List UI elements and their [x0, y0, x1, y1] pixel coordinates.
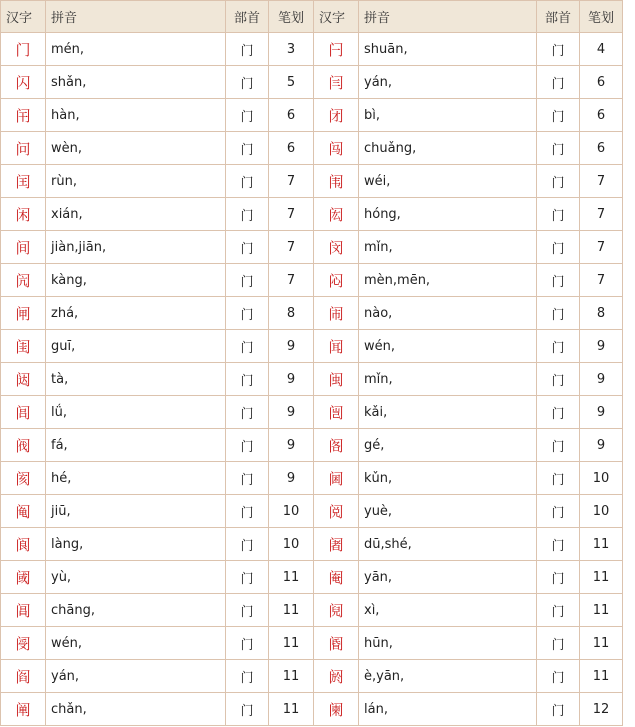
right-char-link[interactable]: 阁 [314, 429, 359, 462]
right-char-link[interactable]: 闵 [314, 231, 359, 264]
left-char-link[interactable]: 问 [1, 132, 46, 165]
table-row [1, 561, 623, 594]
right-char-link[interactable]: 阅 [314, 495, 359, 528]
right-pinyin-cell: kǎi, [359, 396, 537, 429]
right-strokes-cell: 9 [580, 363, 623, 396]
left-radical-cell: 门 [226, 297, 269, 330]
table-row [1, 594, 623, 627]
left-radical-cell: 门 [226, 660, 269, 693]
table-row [1, 495, 623, 528]
left-pinyin-cell: chāng, [46, 594, 226, 627]
left-radical-cell: 门 [226, 561, 269, 594]
right-radical-cell: 门 [537, 594, 580, 627]
right-radical-cell: 门 [537, 33, 580, 66]
left-radical-cell: 门 [226, 693, 269, 726]
right-radical-cell: 门 [537, 660, 580, 693]
right-radical-cell: 门 [537, 297, 580, 330]
right-char-link[interactable]: 阏 [314, 660, 359, 693]
left-char-link[interactable]: 闶 [1, 264, 46, 297]
left-pinyin-cell: jiū, [46, 495, 226, 528]
left-pinyin-cell: yán, [46, 660, 226, 693]
table-row [1, 33, 623, 66]
left-radical-cell: 门 [226, 363, 269, 396]
header-strokes: 笔划 [580, 1, 623, 33]
left-radical-cell: 门 [226, 396, 269, 429]
left-pinyin-cell: xián, [46, 198, 226, 231]
table-row [1, 297, 623, 330]
header-char: 汉字 [1, 1, 46, 33]
left-char-link[interactable]: 闪 [1, 66, 46, 99]
left-strokes-cell: 9 [269, 330, 314, 363]
left-char-link[interactable]: 闲 [1, 198, 46, 231]
left-char-link[interactable]: 阎 [1, 660, 46, 693]
left-strokes-cell: 5 [269, 66, 314, 99]
left-pinyin-cell: wén, [46, 627, 226, 660]
right-pinyin-cell: nào, [359, 297, 537, 330]
right-radical-cell: 门 [537, 462, 580, 495]
left-strokes-cell: 7 [269, 198, 314, 231]
right-radical-cell: 门 [537, 66, 580, 99]
right-radical-cell: 门 [537, 363, 580, 396]
right-char-link[interactable]: 阍 [314, 627, 359, 660]
right-strokes-cell: 11 [580, 660, 623, 693]
table-body [1, 33, 623, 726]
left-strokes-cell: 10 [269, 495, 314, 528]
left-pinyin-cell: làng, [46, 528, 226, 561]
table-row [1, 132, 623, 165]
right-radical-cell: 门 [537, 528, 580, 561]
left-char-link[interactable]: 阄 [1, 495, 46, 528]
left-pinyin-cell: zhá, [46, 297, 226, 330]
right-pinyin-cell: mǐn, [359, 363, 537, 396]
left-strokes-cell: 9 [269, 396, 314, 429]
right-char-link[interactable]: 阇 [314, 528, 359, 561]
right-pinyin-cell: xì, [359, 594, 537, 627]
left-char-link[interactable]: 闺 [1, 330, 46, 363]
right-strokes-cell: 11 [580, 594, 623, 627]
left-pinyin-cell: shǎn, [46, 66, 226, 99]
right-radical-cell: 门 [537, 561, 580, 594]
right-pinyin-cell: chuǎng, [359, 132, 537, 165]
left-radical-cell: 门 [226, 528, 269, 561]
left-char-link[interactable]: 阂 [1, 462, 46, 495]
left-radical-cell: 门 [226, 165, 269, 198]
right-char-link[interactable]: 阑 [314, 693, 359, 726]
table-row [1, 660, 623, 693]
table-row [1, 528, 623, 561]
right-radical-cell: 门 [537, 693, 580, 726]
table-row [1, 99, 623, 132]
left-radical-cell: 门 [226, 231, 269, 264]
left-char-link[interactable]: 阊 [1, 594, 46, 627]
left-char-link[interactable]: 阈 [1, 561, 46, 594]
right-pinyin-cell: gé, [359, 429, 537, 462]
right-pinyin-cell: wéi, [359, 165, 537, 198]
table-row [1, 66, 623, 99]
right-char-link[interactable]: 闱 [314, 165, 359, 198]
left-strokes-cell: 11 [269, 693, 314, 726]
right-pinyin-cell: mèn,mēn, [359, 264, 537, 297]
left-strokes-cell: 7 [269, 264, 314, 297]
left-char-link[interactable]: 阆 [1, 528, 46, 561]
left-pinyin-cell: hàn, [46, 99, 226, 132]
left-strokes-cell: 8 [269, 297, 314, 330]
left-char-link[interactable]: 闾 [1, 396, 46, 429]
table-row [1, 462, 623, 495]
left-pinyin-cell: chǎn, [46, 693, 226, 726]
left-radical-cell: 门 [226, 33, 269, 66]
left-radical-cell: 门 [226, 198, 269, 231]
right-strokes-cell: 7 [580, 198, 623, 231]
left-radical-cell: 门 [226, 99, 269, 132]
right-char-link[interactable]: 阃 [314, 462, 359, 495]
right-char-link[interactable]: 闻 [314, 330, 359, 363]
right-char-link[interactable]: 闽 [314, 363, 359, 396]
left-radical-cell: 门 [226, 462, 269, 495]
left-char-link[interactable]: 阀 [1, 429, 46, 462]
right-radical-cell: 门 [537, 264, 580, 297]
table-header-row [1, 1, 623, 33]
left-radical-cell: 门 [226, 429, 269, 462]
left-char-link[interactable]: 闼 [1, 363, 46, 396]
right-strokes-cell: 6 [580, 132, 623, 165]
table-row [1, 165, 623, 198]
right-strokes-cell: 7 [580, 231, 623, 264]
left-pinyin-cell: lǘ, [46, 396, 226, 429]
left-radical-cell: 门 [226, 264, 269, 297]
right-strokes-cell: 9 [580, 429, 623, 462]
right-char-link[interactable]: 闹 [314, 297, 359, 330]
right-pinyin-cell: hūn, [359, 627, 537, 660]
table-row [1, 693, 623, 726]
right-strokes-cell: 12 [580, 693, 623, 726]
right-radical-cell: 门 [537, 627, 580, 660]
right-radical-cell: 门 [537, 165, 580, 198]
header-char: 汉字 [314, 1, 359, 33]
right-pinyin-cell: wén, [359, 330, 537, 363]
table-row [1, 198, 623, 231]
left-radical-cell: 门 [226, 627, 269, 660]
left-strokes-cell: 9 [269, 429, 314, 462]
left-radical-cell: 门 [226, 132, 269, 165]
left-char-link[interactable]: 阐 [1, 693, 46, 726]
left-radical-cell: 门 [226, 330, 269, 363]
table-row [1, 363, 623, 396]
right-radical-cell: 门 [537, 198, 580, 231]
right-radical-cell: 门 [537, 231, 580, 264]
left-pinyin-cell: hé, [46, 462, 226, 495]
right-strokes-cell: 6 [580, 99, 623, 132]
header-radical: 部首 [537, 1, 580, 33]
right-strokes-cell: 10 [580, 495, 623, 528]
table-row [1, 330, 623, 363]
left-strokes-cell: 7 [269, 165, 314, 198]
right-pinyin-cell: lán, [359, 693, 537, 726]
right-strokes-cell: 10 [580, 462, 623, 495]
left-pinyin-cell: jiàn,jiān, [46, 231, 226, 264]
left-radical-cell: 门 [226, 495, 269, 528]
table-row [1, 396, 623, 429]
left-char-link[interactable]: 门 [1, 33, 46, 66]
left-strokes-cell: 11 [269, 561, 314, 594]
left-strokes-cell: 11 [269, 594, 314, 627]
right-radical-cell: 门 [537, 429, 580, 462]
left-pinyin-cell: yù, [46, 561, 226, 594]
header-pinyin: 拼音 [359, 1, 537, 33]
left-pinyin-cell: wèn, [46, 132, 226, 165]
right-pinyin-cell: shuān, [359, 33, 537, 66]
left-char-link[interactable]: 闬 [1, 99, 46, 132]
left-pinyin-cell: guī, [46, 330, 226, 363]
table-row [1, 429, 623, 462]
header-pinyin: 拼音 [46, 1, 226, 33]
header-radical: 部首 [226, 1, 269, 33]
right-char-link[interactable]: 闷 [314, 264, 359, 297]
table-row [1, 627, 623, 660]
table-row [1, 231, 623, 264]
right-strokes-cell: 6 [580, 66, 623, 99]
left-char-link[interactable]: 闰 [1, 165, 46, 198]
right-radical-cell: 门 [537, 132, 580, 165]
right-strokes-cell: 11 [580, 561, 623, 594]
right-char-link[interactable]: 闿 [314, 396, 359, 429]
right-char-link[interactable]: 阉 [314, 561, 359, 594]
right-char-link[interactable]: 闳 [314, 198, 359, 231]
left-char-link[interactable]: 阌 [1, 627, 46, 660]
header-strokes: 笔划 [269, 1, 314, 33]
left-radical-cell: 门 [226, 594, 269, 627]
right-strokes-cell: 8 [580, 297, 623, 330]
right-pinyin-cell: dū,shé, [359, 528, 537, 561]
right-strokes-cell: 4 [580, 33, 623, 66]
right-radical-cell: 门 [537, 330, 580, 363]
left-pinyin-cell: rùn, [46, 165, 226, 198]
left-strokes-cell: 11 [269, 627, 314, 660]
right-pinyin-cell: yán, [359, 66, 537, 99]
right-pinyin-cell: yuè, [359, 495, 537, 528]
left-char-link[interactable]: 闸 [1, 297, 46, 330]
left-radical-cell: 门 [226, 66, 269, 99]
right-strokes-cell: 7 [580, 264, 623, 297]
right-pinyin-cell: hóng, [359, 198, 537, 231]
left-strokes-cell: 11 [269, 660, 314, 693]
right-strokes-cell: 9 [580, 396, 623, 429]
right-pinyin-cell: è,yān, [359, 660, 537, 693]
left-pinyin-cell: tà, [46, 363, 226, 396]
right-strokes-cell: 7 [580, 165, 623, 198]
left-pinyin-cell: fá, [46, 429, 226, 462]
right-pinyin-cell: kǔn, [359, 462, 537, 495]
right-char-link[interactable]: 闯 [314, 132, 359, 165]
right-radical-cell: 门 [537, 99, 580, 132]
right-radical-cell: 门 [537, 396, 580, 429]
left-pinyin-cell: mén, [46, 33, 226, 66]
right-strokes-cell: 9 [580, 330, 623, 363]
right-char-link[interactable]: 闩 [314, 33, 359, 66]
left-strokes-cell: 10 [269, 528, 314, 561]
left-pinyin-cell: kàng, [46, 264, 226, 297]
right-char-link[interactable]: 闭 [314, 99, 359, 132]
left-strokes-cell: 6 [269, 99, 314, 132]
left-strokes-cell: 7 [269, 231, 314, 264]
table-row [1, 264, 623, 297]
right-char-link[interactable]: 闫 [314, 66, 359, 99]
right-strokes-cell: 11 [580, 627, 623, 660]
left-strokes-cell: 6 [269, 132, 314, 165]
right-strokes-cell: 11 [580, 528, 623, 561]
right-pinyin-cell: bì, [359, 99, 537, 132]
right-pinyin-cell: yān, [359, 561, 537, 594]
left-char-link[interactable]: 间 [1, 231, 46, 264]
right-radical-cell: 门 [537, 495, 580, 528]
left-strokes-cell: 3 [269, 33, 314, 66]
left-strokes-cell: 9 [269, 462, 314, 495]
right-char-link[interactable]: 阋 [314, 594, 359, 627]
right-pinyin-cell: mǐn, [359, 231, 537, 264]
left-strokes-cell: 9 [269, 363, 314, 396]
